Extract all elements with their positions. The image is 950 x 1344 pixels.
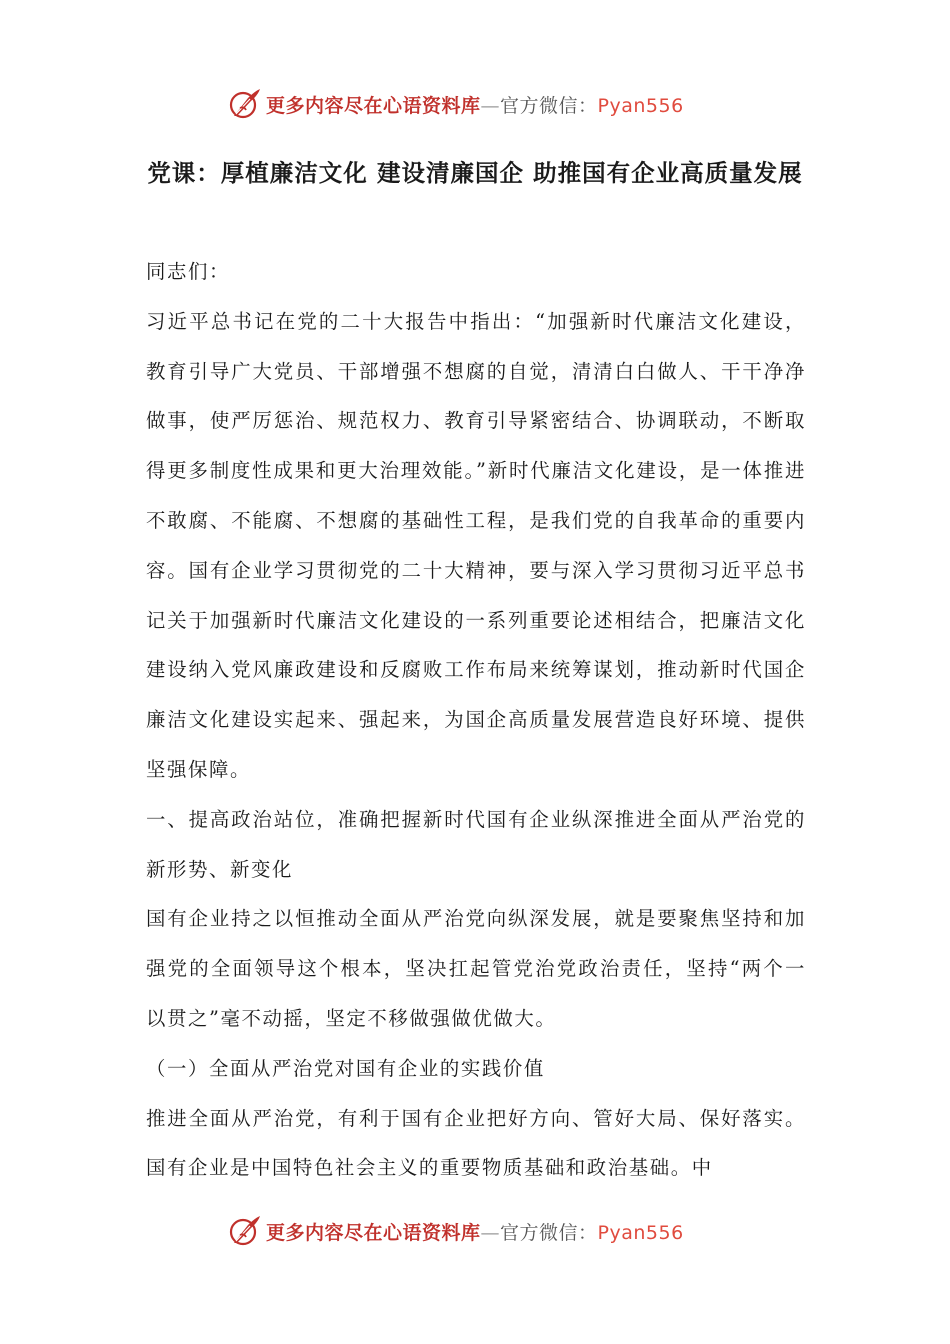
watermark-label: 官方微信： xyxy=(500,1222,598,1244)
watermark-banner-top xyxy=(0,84,950,124)
watermark-dash: — xyxy=(480,95,501,117)
watermark-main-text: 更多内容尽在心语资料库 xyxy=(266,1222,481,1244)
watermark-wechat-id: Pyan556 xyxy=(597,1222,684,1244)
pen-feather-logo-icon xyxy=(226,1213,262,1249)
document-body xyxy=(146,247,806,1193)
body-paragraph: 推进全面从严治党，有利于国有企业把好方向、管好大局、保好落实。国有企业是中国特色社会主义的重要物质基础和政治基础。中 xyxy=(146,1106,806,1180)
section-heading: 一、提高政治站位，准确把握新时代国有企业纵深推进全面从严治党的新形势、新变化 xyxy=(146,807,806,881)
greeting-paragraph: 同志们： xyxy=(146,260,230,283)
watermark-dash: — xyxy=(480,1222,501,1244)
document-title: 党课：厚植廉洁文化 建设清廉国企 助推国有企业高质量发展 xyxy=(147,159,803,187)
watermark-banner-bottom xyxy=(0,1211,950,1251)
pen-feather-logo-icon xyxy=(226,86,262,122)
watermark-label: 官方微信： xyxy=(500,95,598,117)
subsection-heading: （一）全面从严治党对国有企业的实践价值 xyxy=(146,1056,545,1080)
watermark-wechat-id: Pyan556 xyxy=(597,95,684,117)
watermark-text xyxy=(266,1218,684,1245)
body-paragraph: 习近平总书记在党的二十大报告中指出：“加强新时代廉洁文化建设，教育引导广大党员、干部增强不想腐的自觉，清清白白做人、干干净净做事，使严厉惩治、规范权力、教育引导紧密结合、协调联动，不断取得更多制度性成果和更大治理效能。”新时代廉洁文化建设，是一体推进不敢腐、不能腐、不想腐的基础性工程，是我们党的自我革命的重要内容。国有企业学习贯彻党的二十大精神，要与深入学习贯彻习近平总书记关于加强新时代廉洁文化建设的一系列重要论述相结合，把廉洁文化建设纳入党风廉政建设和反腐败工作布局来统筹谋划，推动新时代国企廉洁文化建设实起来、强起来，为国企高质量发展营造良好环境、提供坚强保障。 xyxy=(146,309,806,781)
watermark-main-text: 更多内容尽在心语资料库 xyxy=(266,95,481,117)
body-paragraph: 国有企业持之以恒推动全面从严治党向纵深发展，就是要聚焦坚持和加强党的全面领导这个根本，坚决扛起管党治党政治责任，坚持“两个一以贯之”毫不动摇，坚定不移做强做优做大。 xyxy=(146,907,806,1030)
watermark-text xyxy=(266,91,684,118)
